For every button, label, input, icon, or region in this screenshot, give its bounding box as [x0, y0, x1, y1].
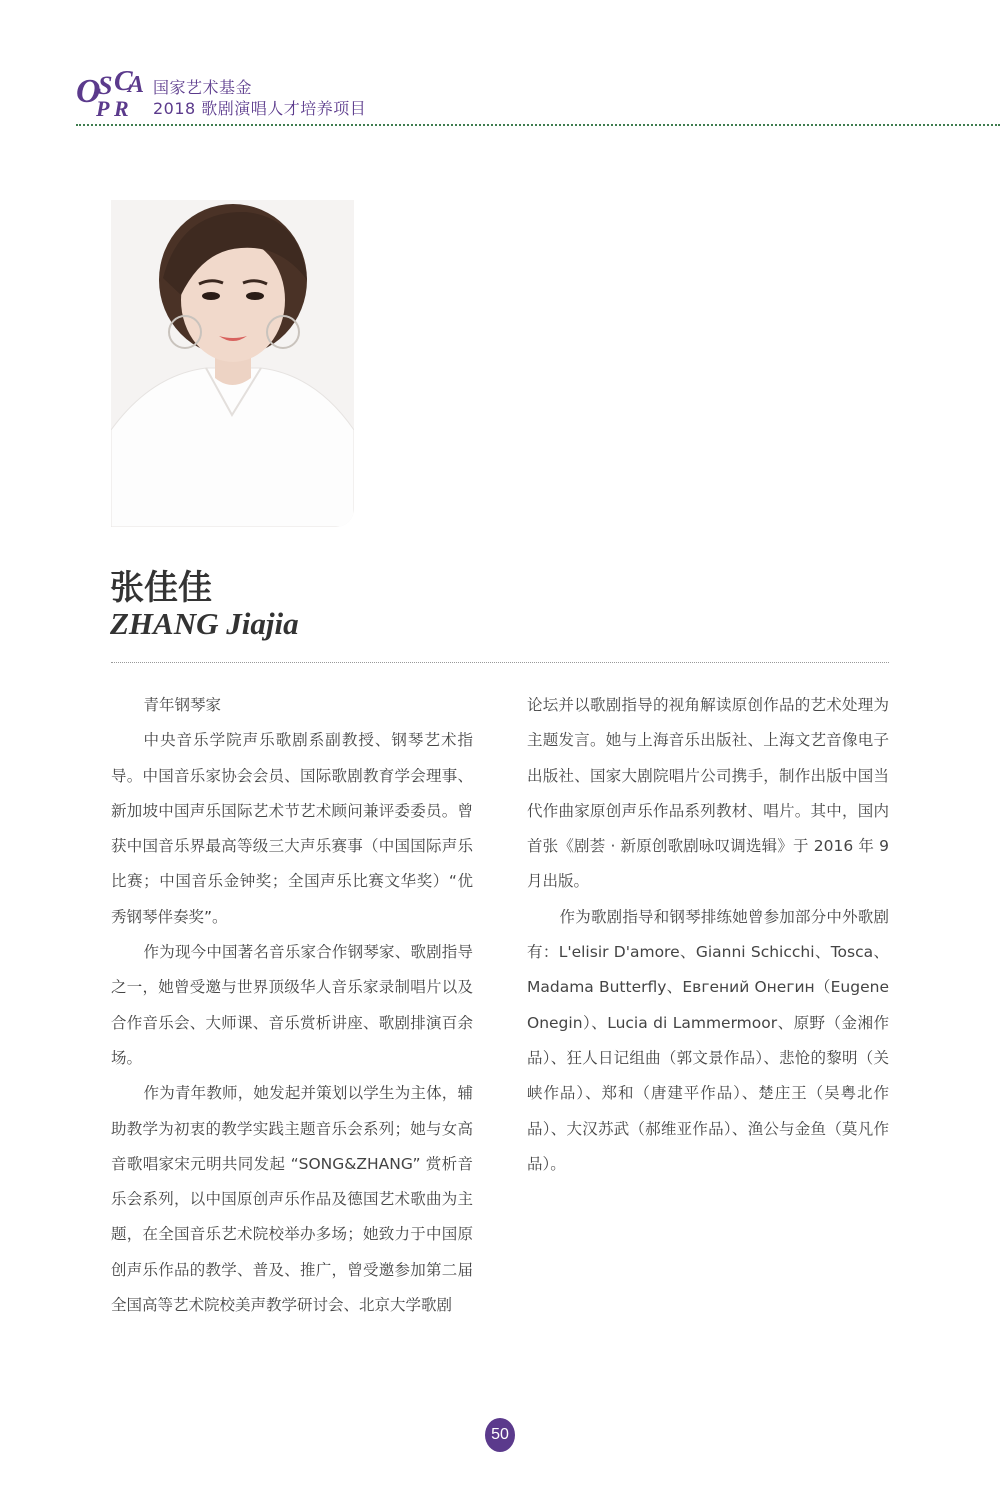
- svg-text:O: O: [76, 73, 101, 110]
- body-column-left: [111, 688, 473, 1323]
- osca-logo-icon: [74, 68, 154, 120]
- svg-text:R: R: [114, 96, 129, 120]
- portrait-photo: [111, 200, 354, 527]
- header-title: 国家艺术基金: [153, 78, 253, 97]
- name-english: ZHANG Jiajia: [110, 606, 299, 641]
- svg-text:C: C: [114, 68, 133, 97]
- paragraph-operas: 作为歌剧指导和钢琴排练她曾参加部分中外歌剧有：L'elisir D'amore、Gianni Schicchi、Tosca、Madama Butterfly、Евгений Онегин（Eugene Onegin）、Lucia di Lammermoor、原野（金湘作品）、狂人日记组曲（郭文景作品）、悲怆的黎明（关峡作品）、郑和（唐建平作品）、楚庄王（吴粤北作品）、大汉苏武（郝维亚作品）、渔公与金鱼（莫凡作品）。: [527, 907, 889, 1173]
- svg-text:A: A: [128, 72, 145, 98]
- header-divider: [76, 124, 1000, 126]
- name-divider: [111, 662, 889, 663]
- paragraph-collaboration: 作为现今中国著名音乐家合作钢琴家、歌剧指导之一，她曾受邀与世界顶级华人音乐家录制唱片以及合作音乐会、大师课、音乐赏析讲座、歌剧排演百余场。: [111, 943, 473, 1067]
- body-column-right: [527, 688, 889, 1182]
- portrait-illustration: [111, 200, 354, 527]
- paragraph-title-role: 青年钢琴家: [143, 696, 222, 714]
- name-chinese: 张佳佳: [110, 568, 212, 608]
- paragraph-teaching: 作为青年教师，她发起并策划以学生为主体，辅助教学为初衷的教学实践主题音乐会系列；她与女高音歌唱家宋元明共同发起 “SONG&ZHANG” 赏析音乐会系列，以中国原创声乐作品及德国艺术歌曲为主题，在全国音乐艺术院校举办多场；她致力于中国原创声乐作品的教学、普及、推广，曾受邀参加第二届全国高等艺术院校美声教学研讨会、北京大学歌剧: [111, 1084, 473, 1315]
- paragraph-teaching-continued: 论坛并以歌剧指导的视角解读原创作品的艺术处理为主题发言。她与上海音乐出版社、上海文艺音像电子出版社、国家大剧院唱片公司携手，制作出版中国当代作曲家原创声乐作品系列教材、唱片。其中，国内首张《剧荟 · 新原创歌剧咏叹调选辑》于 2016 年 9 月出版。: [527, 696, 889, 891]
- paragraph-biography: 中央音乐学院声乐歌剧系副教授、钢琴艺术指导。中国音乐家协会会员、国际歌剧教育学会理事、新加坡中国声乐国际艺术节艺术顾问兼评委委员。曾获中国音乐界最高等级三大声乐赛事（中国国际声乐比赛；中国音乐金钟奖；全国声乐比赛文华奖）“优秀钢琴伴奏奖”。: [111, 731, 473, 926]
- svg-text:P: P: [96, 96, 110, 120]
- page-header: [0, 0, 1000, 130]
- header-subtitle: 2018 歌剧演唱人才培养项目: [153, 99, 367, 118]
- svg-text:S: S: [98, 71, 113, 100]
- page-number: 50: [485, 1418, 515, 1452]
